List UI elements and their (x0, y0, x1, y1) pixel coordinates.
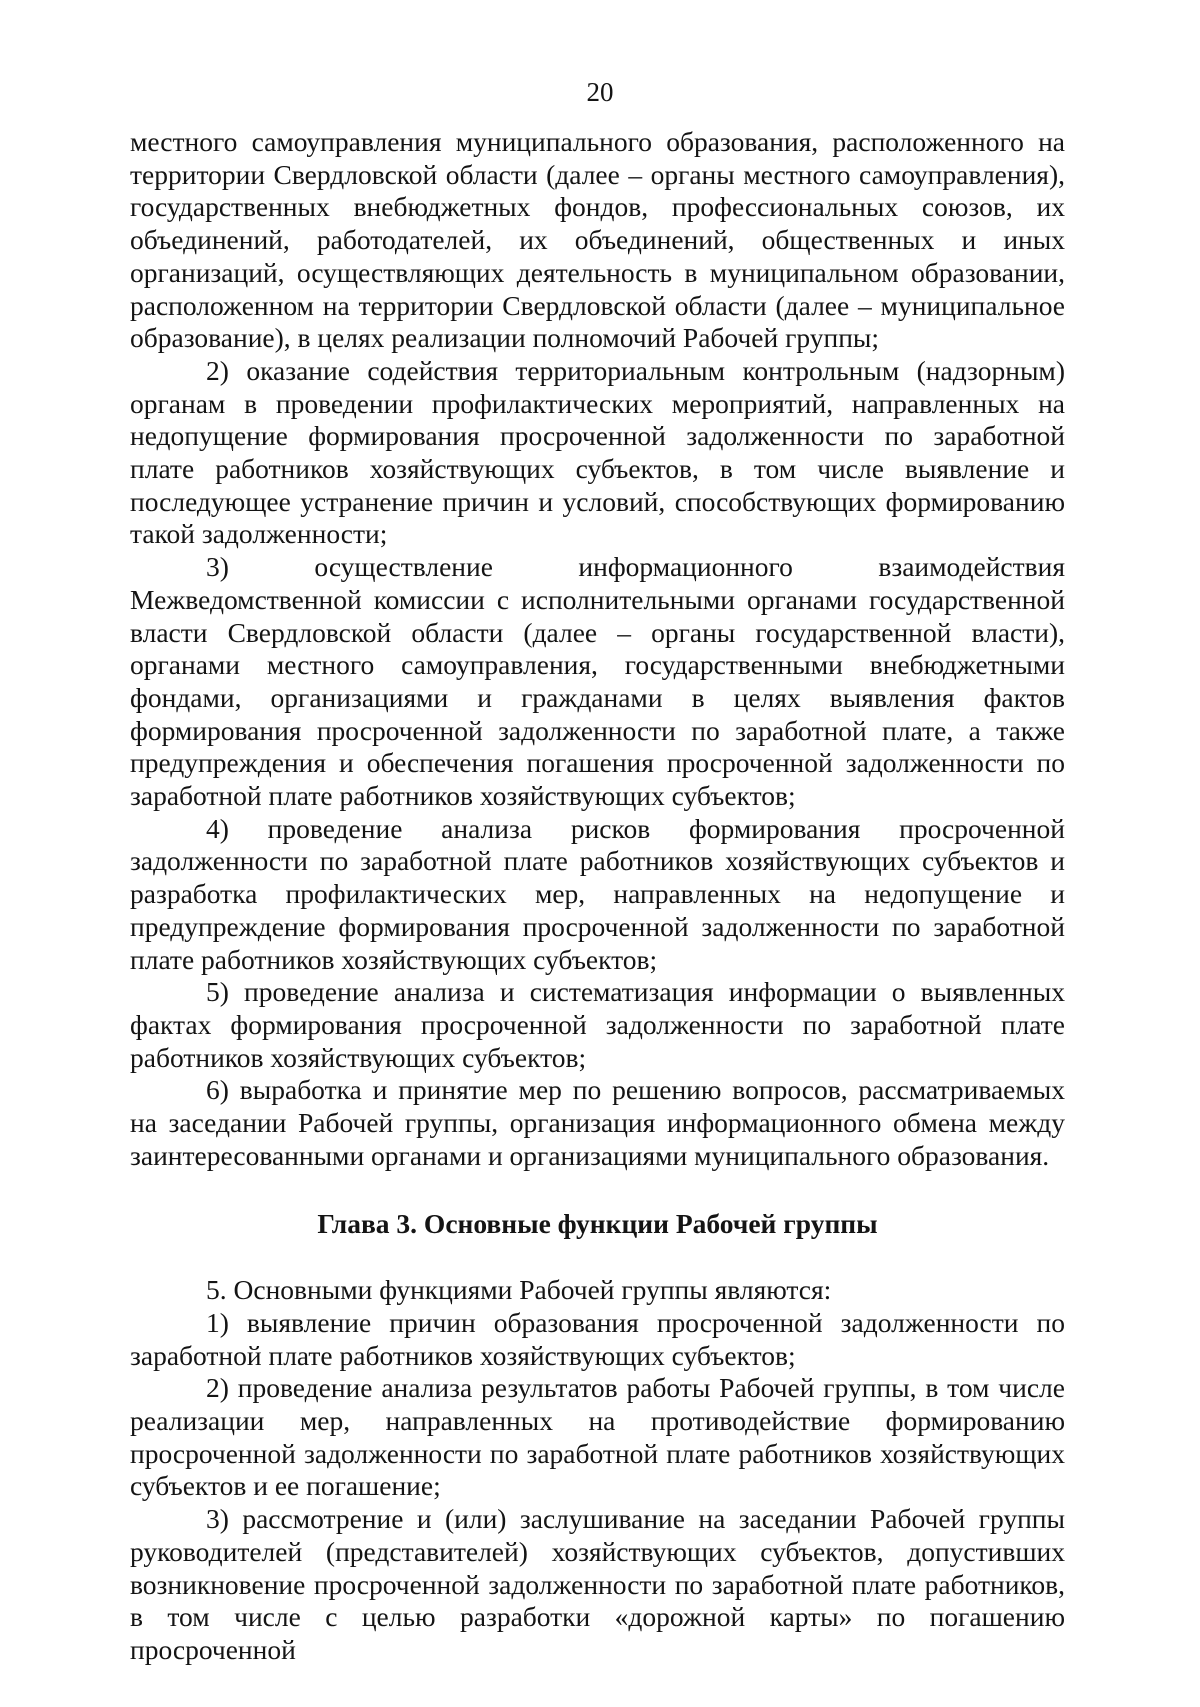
list-item-5: 5) проведение анализа и систематизация информации о выявленных фактах формирования просроченной задолженности по заработной плате работников хозяйствующих субъектов; (130, 976, 1065, 1073)
list-item-4: 4) проведение анализа рисков формирования просроченной задолженности по заработной плате работников хозяйствующих субъектов и разработка профилактических мер, направленных на недопущение и предупреждение формирования просроченной задолженности по заработной плате работников хозяйствующих субъектов; (130, 812, 1065, 975)
list-item-3: 3) осуществление информационного взаимодействия Межведомственной комиссии с исполнительными органами государственной власти Свердловской области (далее – органы государственной власти), органами местного самоуправления, государственными внебюджетными фондами, организациями и гражданами в целях выявления фактов формирования просроченной задолженности по заработной плате, а также предупреждения и обеспечения погашения просроченной задолженности по заработной плате работников хозяйствующих субъектов; (130, 551, 1065, 812)
section-5-intro: 5. Основными функциями Рабочей группы являются: (206, 1274, 832, 1306)
function-item-2: 2) проведение анализа результатов работы Рабочей группы, в том числе реализации мер, направленных на противодействие формированию просроченной задолженности по заработной плате работников хозяйствующих субъектов и ее погашение; (130, 1372, 1065, 1502)
chapter-heading: Глава 3. Основные функции Рабочей группы (317, 1207, 878, 1239)
list-item-2: 2) оказание содействия территориальным контрольным (надзорным) органам в проведении профилактических мероприятий, направленных на недопущение формирования просроченной задолженности по заработной плате работников хозяйствующих субъектов, в том числе выявление и последующее устранение причин и условий, способствующих формированию такой задолженности; (130, 354, 1065, 550)
paragraph-continuation: местного самоуправления муниципального образования, расположенного на территории Свердловской области (далее – органы местного самоуправления), государственных внебюджетных фондов, профессиональных союзов, их объединений, работодателей, их объединений, общественных и иных организаций, осуществляющих деятельность в муниципальном образовании, расположенном на территории Свердловской области (далее – муниципальное образование), в целях реализации полномочий Рабочей группы; (130, 126, 1065, 354)
function-item-1: 1) выявление причин образования просроченной задолженности по заработной плате работников хозяйствующих субъектов; (130, 1306, 1065, 1371)
document-body (130, 126, 1065, 1667)
list-item-6: 6) выработка и принятие мер по решению вопросов, рассматриваемых на заседании Рабочей группы, организация информационного обмена между заинтересованными органами и организациями муниципального образования. (130, 1074, 1065, 1171)
function-item-3: 3) рассмотрение и (или) заслушивание на заседании Рабочей группы руководителей (представителей) хозяйствующих субъектов, допустивших возникновение просроченной задолженности по заработной плате работников, в том числе с целью разработки «дорожной карты» по погашению просроченной (130, 1503, 1065, 1665)
page-number: 20 (586, 77, 614, 107)
